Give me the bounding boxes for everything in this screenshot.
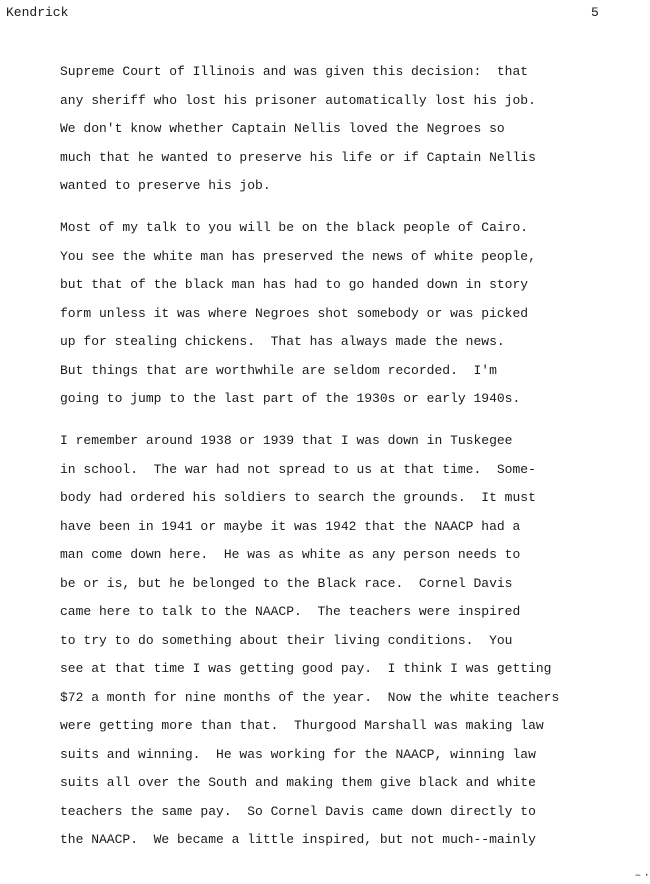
- text-line: much that he wanted to preserve his life or if Captain Nellis: [60, 149, 536, 165]
- text-line: any sheriff who lost his prisoner automatically lost his job.: [60, 92, 536, 108]
- scan-corner-mark: – ·: [634, 870, 650, 882]
- text-line: form unless it was where Negroes shot somebody or was picked: [60, 305, 529, 321]
- paragraph: [60, 427, 559, 855]
- text-line: teachers the same pay. So Cornel Davis came down directly to: [60, 803, 536, 819]
- paragraph: [60, 214, 536, 414]
- text-line: were getting more than that. Thurgood Marshall was making law: [60, 718, 544, 733]
- text-line: up for stealing chickens. That has always made the news.: [60, 334, 505, 349]
- text-line: going to jump to the last part of the 1930s or early 1940s.: [60, 391, 521, 406]
- text-line: see at that time I was getting good pay. I think I was getting: [60, 661, 552, 676]
- text-line: be or is, but he belonged to the Black race. Cornel Davis: [60, 575, 513, 591]
- text-line: We don't know whether Captain Nellis loved the Negroes so: [60, 121, 505, 136]
- text-line: body had ordered his soldiers to search the grounds. It must: [60, 490, 536, 505]
- paragraph: [60, 58, 536, 201]
- text-line: I remember around 1938 or 1939 that I was down in Tuskegee: [60, 433, 513, 448]
- running-header-name: Kendrick: [6, 5, 69, 20]
- text-line: Most of my talk to you will be on the black people of Cairo.: [60, 220, 529, 235]
- text-line: But things that are worthwhile are seldom recorded. I'm: [60, 362, 497, 378]
- text-line: Supreme Court of Illinois and was given this decision: that: [60, 64, 529, 79]
- text-line: You see the white man has preserved the news of white people,: [60, 248, 536, 264]
- text-line: man come down here. He was as white as any person needs to: [60, 547, 521, 562]
- text-line: $72 a month for nine months of the year. Now the white teachers: [60, 689, 560, 705]
- text-line: the NAACP. We became a little inspired, but not much--mainly: [60, 832, 536, 847]
- text-line: but that of the black man has had to go handed down in story: [60, 277, 529, 292]
- text-line: suits and winning. He was working for the NAACP, winning law: [60, 746, 536, 762]
- text-line: came here to talk to the NAACP. The teachers were inspired: [60, 604, 521, 619]
- text-line: in school. The war had not spread to us at that time. Some-: [60, 461, 536, 477]
- page-number: 5: [591, 5, 599, 20]
- text-line: suits all over the South and making them give black and white: [60, 775, 536, 790]
- text-line: to try to do something about their living conditions. You: [60, 632, 513, 648]
- text-line: have been in 1941 or maybe it was 1942 that the NAACP had a: [60, 518, 521, 534]
- text-line: wanted to preserve his job.: [60, 178, 271, 193]
